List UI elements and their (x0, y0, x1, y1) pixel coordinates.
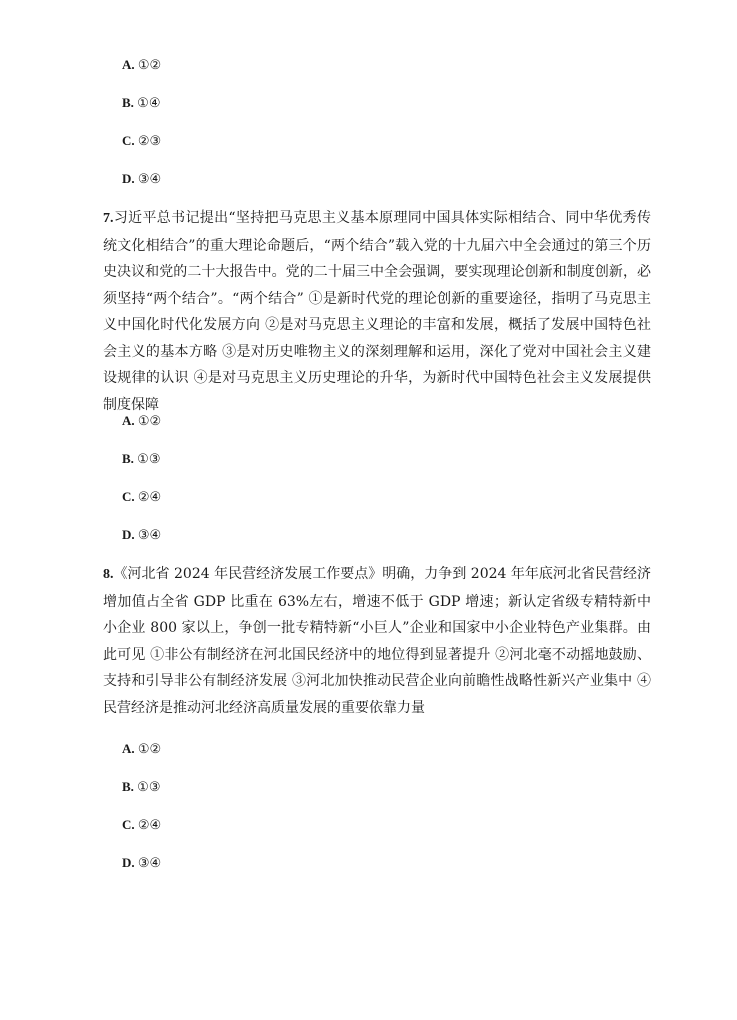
q6-option-a-text: ①② (137, 58, 162, 73)
q6-option-b-text: ①④ (137, 96, 161, 111)
q6-option-b (122, 94, 160, 113)
q8-option-d-letter: D. (122, 855, 138, 870)
q8-option-c-letter: C. (122, 817, 138, 832)
q7-option-b-letter: B. (122, 451, 138, 466)
q7-option-d-letter: D. (122, 527, 138, 542)
q7-option-c-text: ②④ (137, 490, 162, 505)
q8-option-b-text: ①③ (137, 780, 161, 795)
q8-option-c (122, 816, 161, 835)
q8-option-a-text: ①② (137, 742, 162, 757)
q8-option-a-letter: A. (122, 741, 138, 756)
q7-option-b-text: ①③ (137, 452, 161, 467)
q6-option-a-letter: A. (122, 57, 138, 72)
question-7-number: 7. (103, 211, 114, 226)
question-7 (103, 205, 651, 418)
q6-option-d-letter: D. (122, 171, 138, 186)
question-7-stem: 习近平总书记提出“坚持把马克思主义基本原理同中国具体实际相结合、同中华优秀传统文化相结合”的重大理论命题后，“两个结合”载入党的十九届六中全会通过的第三个历史决议和党的二十大报告中。党的二十届三中全会强调，要实现理论创新和制度创新，必须坚持“两个结合”。“两个结合” ①是新时代党的理论创新的重要途径，指明了马克思主义中国化时代化发展方向 ②是对马克思主义理论的丰富和发展，概括了发展中国特色社会主义的基本方略 ③是对历史唯物主义的深刻理解和运用，深化了党对中国社会主义建设规律的认识 ④是对马克思主义历史理论的升华，为新时代中国特色社会主义发展提供制度保障 (103, 210, 651, 413)
q7-option-b (122, 450, 160, 469)
q6-option-d (122, 170, 161, 189)
q8-option-d-text: ③④ (137, 856, 162, 871)
q8-option-c-text: ②④ (137, 818, 162, 833)
q8-option-b (122, 778, 160, 797)
q7-option-d-text: ③④ (137, 528, 162, 543)
q8-option-d (122, 854, 161, 873)
q7-option-c (122, 488, 161, 507)
q6-option-b-letter: B. (122, 95, 138, 110)
question-8-number: 8. (103, 567, 114, 582)
q7-option-a-text: ①② (137, 414, 162, 429)
q6-option-c-text: ②③ (137, 134, 162, 149)
q6-option-c (122, 132, 161, 151)
q8-option-b-letter: B. (122, 779, 138, 794)
question-8-stem: 《河北省 2024 年民营经济发展工作要点》明确，力争到 2024 年年底河北省民营经济增加值占全省 GDP 比重在 63%左右，增速不低于 GDP 增速；新认定省级专精特新中小企业 800 家以上，争创一批专精特新“小巨人”企业和国家中小企业特色产业集群。由此可见 ①非公有制经济在河北国民经济中的地位得到显著提升 ②河北毫不动摇地鼓励、支持和引导非公有制经济发展 ③河北加快推动民营企业向前瞻性战略性新兴产业集中 ④民营经济是推动河北经济高质量发展的重要依靠力量 (103, 566, 651, 716)
q7-option-a-letter: A. (122, 413, 138, 428)
q7-option-c-letter: C. (122, 489, 138, 504)
q8-option-a (122, 740, 161, 759)
q7-option-d (122, 526, 161, 545)
q6-option-a (122, 56, 161, 75)
q6-option-d-text: ③④ (137, 172, 162, 187)
q7-option-a (122, 412, 161, 431)
q6-option-c-letter: C. (122, 133, 138, 148)
question-8 (103, 561, 651, 721)
